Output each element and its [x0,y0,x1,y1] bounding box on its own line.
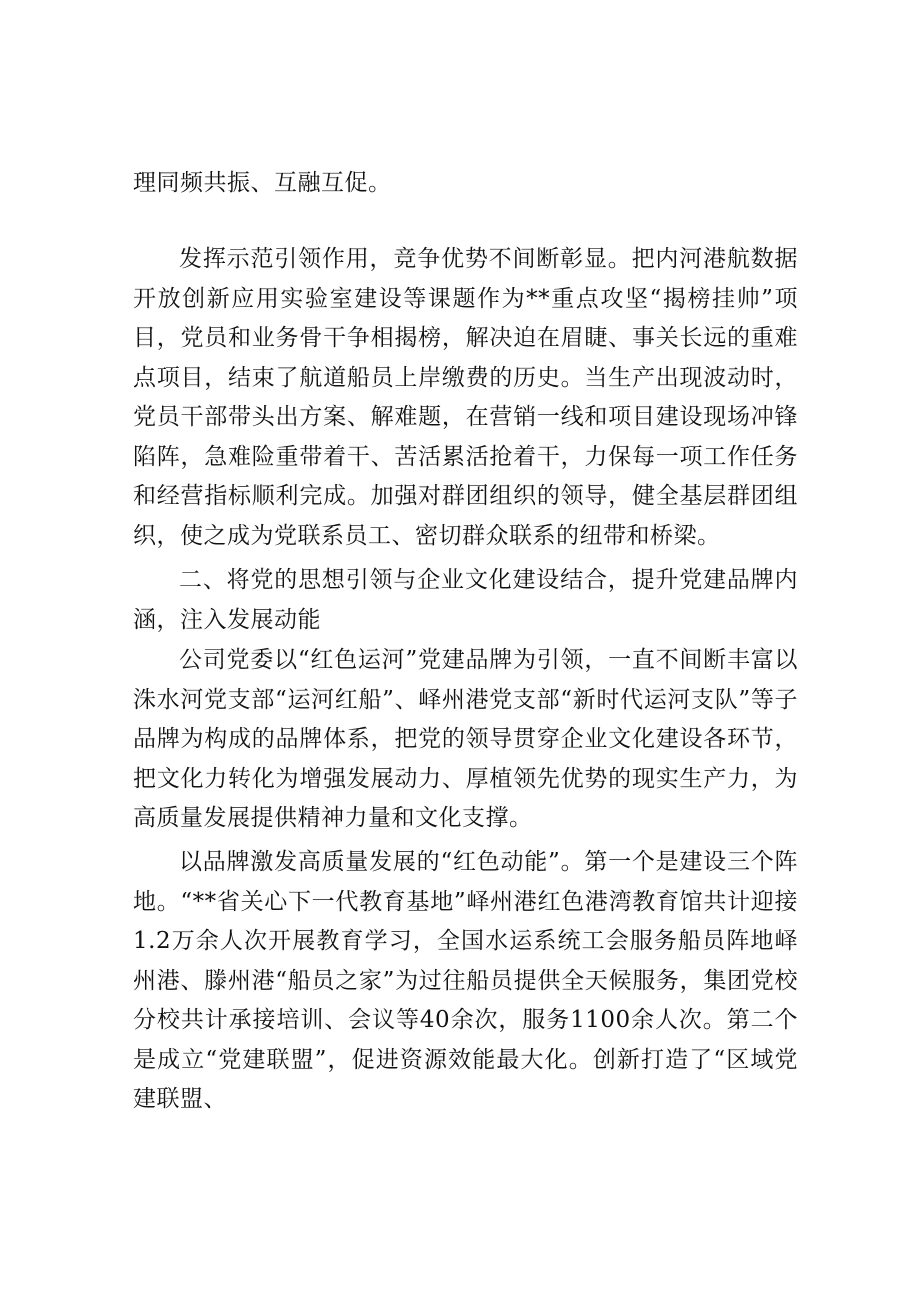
section-heading-two: 二、将党的思想引领与企业文化建设结合，提升党建品牌内涵，注入发展动能 [133,567,798,633]
paragraph-red-momentum: 以品牌激发高质量发展的“红色动能”。第一个是建设三个阵地。“**省关心下一代教育基地”峄州港红色港湾教育馆共计迎接1.2万余人次开展教育学习，全国水运系统工会服务船员阵地峄州港、滕州港“船员之家”为过往船员提供全天候服务，集团党校分校共计承接培训、会议等40余次，服务1100余人次。第二个是成立“党建联盟”，促进资源效能最大化。创新打造了“区域党建联盟、 [133,849,798,1112]
paragraph-demonstration-role: 发挥示范引领作用，竞争优势不间断彰显。把内河港航数据开放创新应用实验室建设等课题作为**重点攻坚“揭榜挂帅”项目，党员和业务骨干争相揭榜，解决迫在眉睫、事关长远的重难点项目，结束了航道船员上岸缴费的历史。当生产出现波动时，党员干部带头出方案、解难题，在营销一线和项目建设现场冲锋陷阵，急难险重带着干、苦活累活抢着干，力保每一项工作任务和经营指标顺利完成。加强对群团组织的领导，健全基层群团组织，使之成为党联系员工、密切群众联系的纽带和桥梁。 [133,246,798,549]
paragraph-party-brand: 公司党委以“红色运河”党建品牌为引领，一直不间断丰富以洙水河党支部“运河红船”、峄州港党支部“新时代运河支队”等子品牌为构成的品牌体系，把党的领导贯穿企业文化建设各环节，把文化力转化为增强发展动力、厚植领先优势的现实生产力，为高质量发展提供精神力量和文化支撑。 [133,647,798,831]
paragraph-continuation: 理同频共振、互融互促。 [133,170,392,196]
